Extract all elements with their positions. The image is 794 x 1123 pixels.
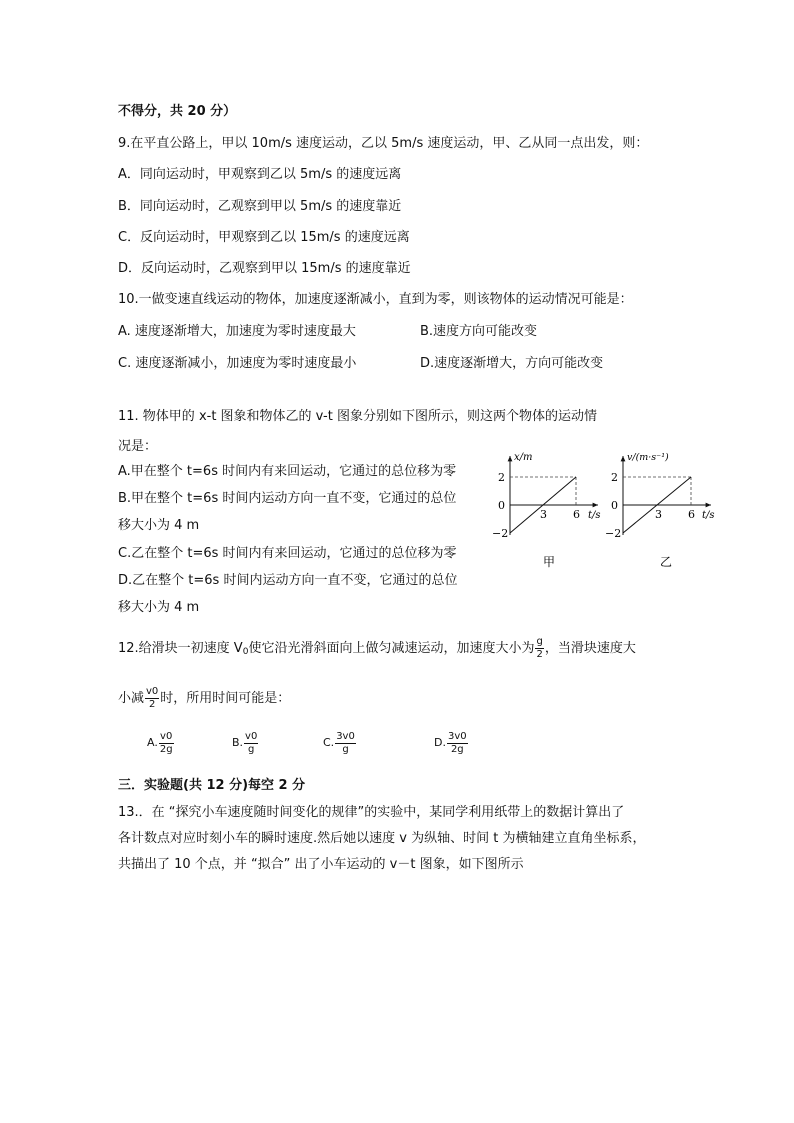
yi-xlabel: t/s: [702, 510, 715, 521]
q12-line2-part2: 时，所用时间可能是：: [160, 691, 291, 706]
q11-option-b-line2: 移大小为 4 m: [118, 518, 200, 533]
q12-stem: [118, 636, 636, 661]
q11-option-c: C.乙在整个 t=6s 时间内有来回运动，它通过的总位移为零: [118, 546, 457, 561]
q12-stem-part2: 使它沿光滑斜面向上做匀减速运动，加速度大小为: [248, 641, 535, 656]
q11-option-d-line1: D.乙在整个 t=6s 时间内运动方向一直不变，它通过的总位: [118, 573, 458, 588]
q11-option-d-line2: 移大小为 4 m: [118, 600, 200, 615]
q9-option-d: D．反向运动时，乙观察到甲以 15m/s 的速度靠近: [118, 261, 411, 276]
q13-line1: 13.．在 “探究小车速度随时间变化的规律”的实验中，某同学利用纸带上的数据计算出了: [118, 805, 625, 820]
q10-stem: 10.一做变速直线运动的物体，加速度逐渐减小，直到为零，则该物体的运动情况可能是：: [118, 292, 633, 307]
q12-option-b-fraction: [244, 731, 258, 756]
yi-tick-6: 6: [688, 508, 695, 521]
yi-caption: 乙: [660, 555, 673, 569]
q9-option-a: A．同向运动时，甲观察到乙以 5m/s 的速度远离: [118, 167, 402, 182]
q12-speed-den: 2: [148, 699, 156, 710]
q12-accel-den: 2: [536, 649, 543, 660]
q13-line2: 各计数点对应时刻小车的瞬时速度.然后她以速度 v 为纵轴、时间 t 为横轴建立直角坐标系，: [118, 831, 646, 846]
yi-tick-3: 3: [655, 508, 662, 521]
q11-option-b-line1: B.甲在整个 t=6s 时间内运动方向一直不变，它通过的总位: [118, 491, 457, 506]
q12-accel-fraction: [535, 636, 543, 661]
q12-option-a-num: v0: [160, 730, 173, 742]
q12-option-b-num: v0: [245, 730, 258, 742]
q12-option-a-den: 2g: [159, 743, 173, 755]
q9-option-b: B．同向运动时，乙观察到甲以 5m/s 的速度靠近: [118, 199, 402, 214]
q11-option-a: A.甲在整个 t=6s 时间内有来回运动，它通过的总位移为零: [118, 464, 457, 479]
q12-option-d-fraction: [447, 731, 468, 756]
q13-line3: 共描出了 10 个点，并 “拟合” 出了小车运动的 v－t 图象，如下图所示: [118, 857, 524, 872]
yi-ylabel: v/(m·s⁻¹): [627, 452, 669, 463]
q10-option-b: B.速度方向可能改变: [420, 324, 538, 339]
q12-option-c-num: 3v0: [336, 730, 355, 742]
q12-option-b-label: B.: [232, 736, 244, 749]
q12-option-c: [323, 730, 357, 756]
q12-option-c-den: g: [342, 743, 349, 755]
graph-jia: [492, 452, 601, 569]
jia-tick-neg2: −2: [492, 527, 509, 540]
q12-option-d-num: 3v0: [447, 730, 467, 742]
jia-tick-0: 0: [498, 499, 505, 512]
jia-tick-3: 3: [540, 508, 547, 521]
section-header: 不得分，共 20 分）: [118, 104, 237, 119]
q10-option-a: A. 速度逐渐增大，加速度为零时速度最大: [118, 324, 356, 339]
q12-speed-fraction: [145, 686, 159, 711]
q12-option-b-den: g: [248, 743, 255, 755]
q12-option-d-label: D.: [434, 736, 446, 749]
graph-yi: [605, 452, 715, 569]
jia-xlabel: t/s: [588, 510, 601, 521]
q12-speed-num: v0: [146, 686, 159, 697]
q12-accel-num: g: [536, 636, 543, 647]
q12-option-b: [232, 730, 259, 756]
q12-option-c-label: C.: [323, 736, 335, 749]
q12-option-c-fraction: [335, 731, 356, 756]
q11-stem-line1: 11. 物体甲的 x-t 图象和物体乙的 v-t 图象分别如下图所示，则这两个物体的运动情: [118, 409, 597, 424]
q12-stem-line2: [118, 686, 290, 711]
jia-caption: 甲: [543, 555, 556, 569]
q10-option-d: D.速度逐渐增大，方向可能改变: [420, 356, 604, 371]
q12-option-d-den: 2g: [450, 743, 464, 755]
q12-option-d: [434, 730, 469, 756]
q9-option-c: C．反向运动时，甲观察到乙以 15m/s 的速度远离: [118, 230, 410, 245]
q12-option-a-label: A.: [147, 736, 158, 749]
q12-stem-part1: 12.给滑块一初速度 V: [118, 641, 243, 656]
q12-v0-subscript: 0: [242, 647, 249, 657]
jia-ylabel: x/m: [514, 452, 533, 463]
jia-tick-2: 2: [498, 471, 505, 484]
q10-option-c: C. 速度逐渐减小，加速度为零时速度最小: [118, 356, 357, 371]
jia-tick-6: 6: [573, 508, 580, 521]
yi-tick-2: 2: [611, 471, 618, 484]
q12-option-a: [147, 730, 175, 756]
yi-tick-0: 0: [611, 499, 618, 512]
q9-stem: 9.在平直公路上，甲以 10m/s 速度运动，乙以 5m/s 速度运动，甲、乙从同一点出发，则：: [118, 136, 649, 151]
q12-option-a-fraction: [159, 731, 174, 756]
q11-graphs: [490, 448, 730, 574]
q12-line2-part1: 小减: [118, 691, 145, 706]
q11-stem-line2: 况是：: [118, 439, 158, 454]
q12-stem-part3: ，当滑块速度大: [544, 641, 636, 656]
section-3-title: 三．实验题(共 12 分)每空 2 分: [118, 778, 306, 793]
yi-tick-neg2: −2: [605, 527, 622, 540]
